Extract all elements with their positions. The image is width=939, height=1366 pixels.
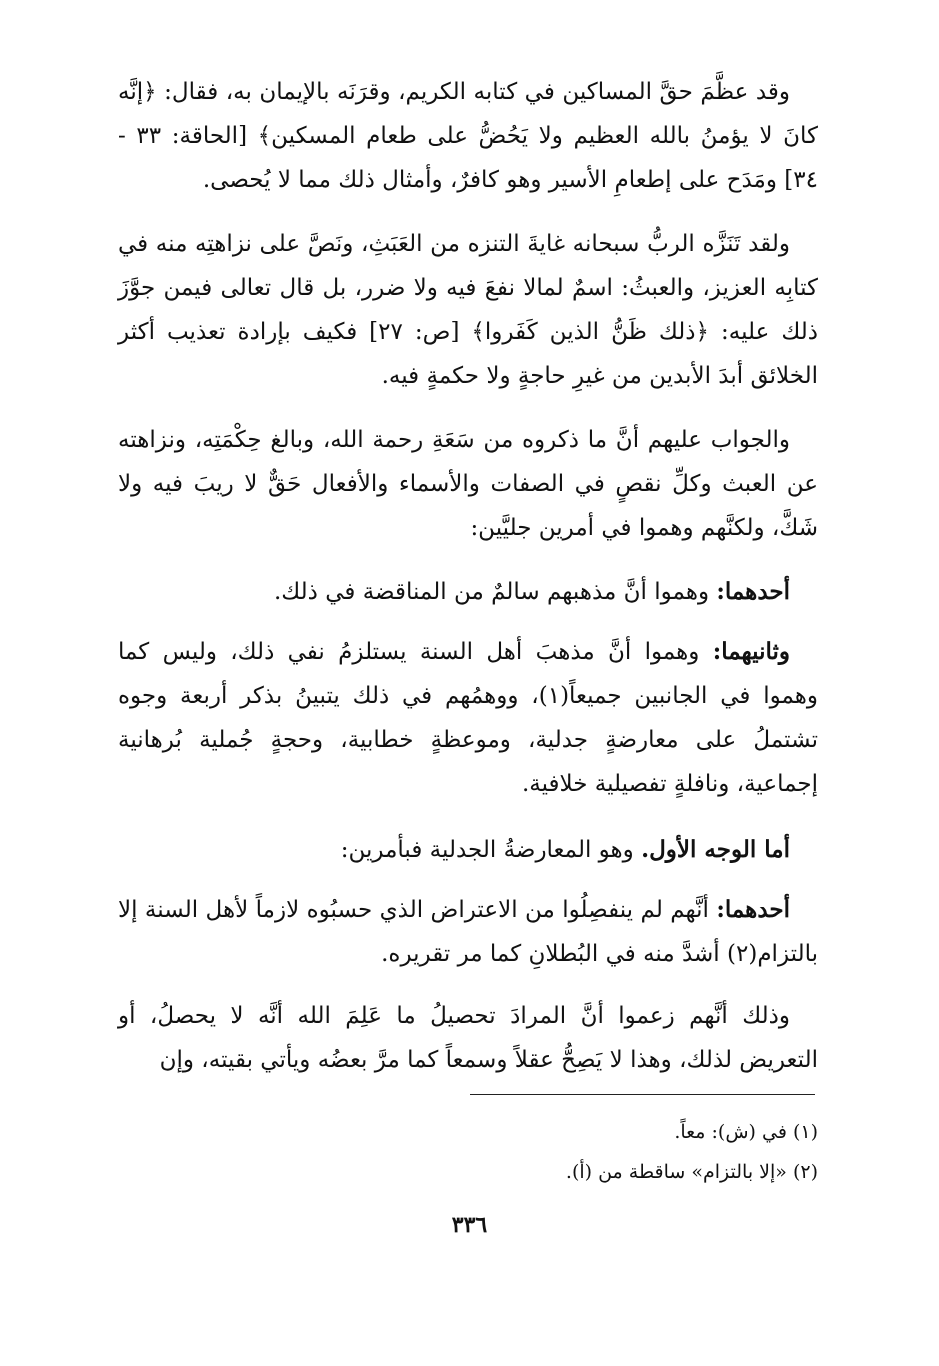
paragraph-5 [118,630,818,806]
paragraph-8 [118,994,818,1082]
footnote-1: (١) في (ش): معاً. [674,1121,818,1143]
footnotes [118,1112,818,1192]
paragraph-label: وثانيهما: [712,638,790,665]
paragraph-text: وهموا أنَّ مذهبهم سالمٌ من المناقضة في ذلك. [273,579,710,605]
footnote-divider [470,1094,815,1095]
paragraph-1 [118,70,818,202]
paragraph-6 [118,828,818,872]
paragraph-7 [118,888,818,976]
page-number: ٣٣٦ [451,1212,488,1238]
paragraph-text: وذلك أنَّهم زعموا أنَّ المرادَ تحصيلُ ما عَلِمَ الله أنَّه لا يحصلُ، أو التعريض لذلك، وهذا لا يَصِحُّ عقلاً وسمعاً كما مرَّ بعضُه ويأتي بقيته، وإن [118,1003,818,1073]
paragraph-3 [118,418,818,550]
footnote-2: (٢) «إلا بالتزام» ساقطة من (أ). [565,1161,818,1183]
paragraph-text: أنَّهم لم ينفصِلُوا من الاعتراض الذي حسبُوه لازماً لأهل السنة إلا بالتزام(٢) أشدَّ منه في البُطلانِ كما مر تقريره. [118,897,818,967]
paragraph-label: أما الوجه الأول. [641,836,790,863]
paragraph-text: ولقد تَنَزَّه الربُّ سبحانه غايةَ التنزه من العَبَثِ، ونَصَّ على نزاهتِه منه في كتابِه العزيز، والعبثُ: اسمٌ لمالا نفعَ فيه ولا ضرر، بل قال تعالى فيمن جوَّزَ ذلك عليه: ﴿ذلك ظَنُّ الذين كَفَروا﴾ [ص: ٢٧] فكيف بإرادة تعذيب أكثر الخلائق أبدَ الأبدين من غيرِ حاجةٍ ولا حكمةٍ فيه. [118,231,818,389]
paragraph-text: والجواب عليهم أنَّ ما ذكروه من سَعَةِ رحمة الله، وبالغ حِكْمَتِه، ونزاهته عن العبث وكلِّ نقصٍ في الصفات والأسماء والأفعال حَقٌّ لا ريبَ فيه ولا شَكَّ، ولكنَّهم وهموا في أمرين جليَّين: [118,427,818,541]
paragraph-4 [118,570,818,614]
paragraph-text: وهو المعارضةُ الجدلية فبأمرين: [340,837,634,863]
paragraph-label: أحدهما: [716,578,790,605]
paragraph-text: وهموا أنَّ مذهبَ أهل السنة يستلزمُ نفي ذلك، وليس كما وهموا في الجانبين جميعاً(١)، ووهمُهم في ذلك يتبينُ بذكر أربعة وجوه تشتملُ على معارضةٍ جدلية، وموعظةٍ خطابية، وحجةٍ جُملية بُرهانية إجماعية، ونافلةٍ تفصيلية خلافية. [118,639,818,797]
paragraph-label: أحدهما: [716,896,790,923]
paragraph-text: وقد عظَّمَ حقَّ المساكين في كتابه الكريم، وقرَنَه بالإيمان به، فقال: ﴿إنَّه كانَ لا يؤمنُ بالله العظيم ولا يَحُضُّ على طعام المسكين﴾ [الحاقة: ٣٣ - ٣٤] ومَدَح على إطعامِ الأسير وهو كافرٌ، وأمثال ذلك مما لا يُحصى. [118,79,818,193]
paragraph-2 [118,222,818,398]
